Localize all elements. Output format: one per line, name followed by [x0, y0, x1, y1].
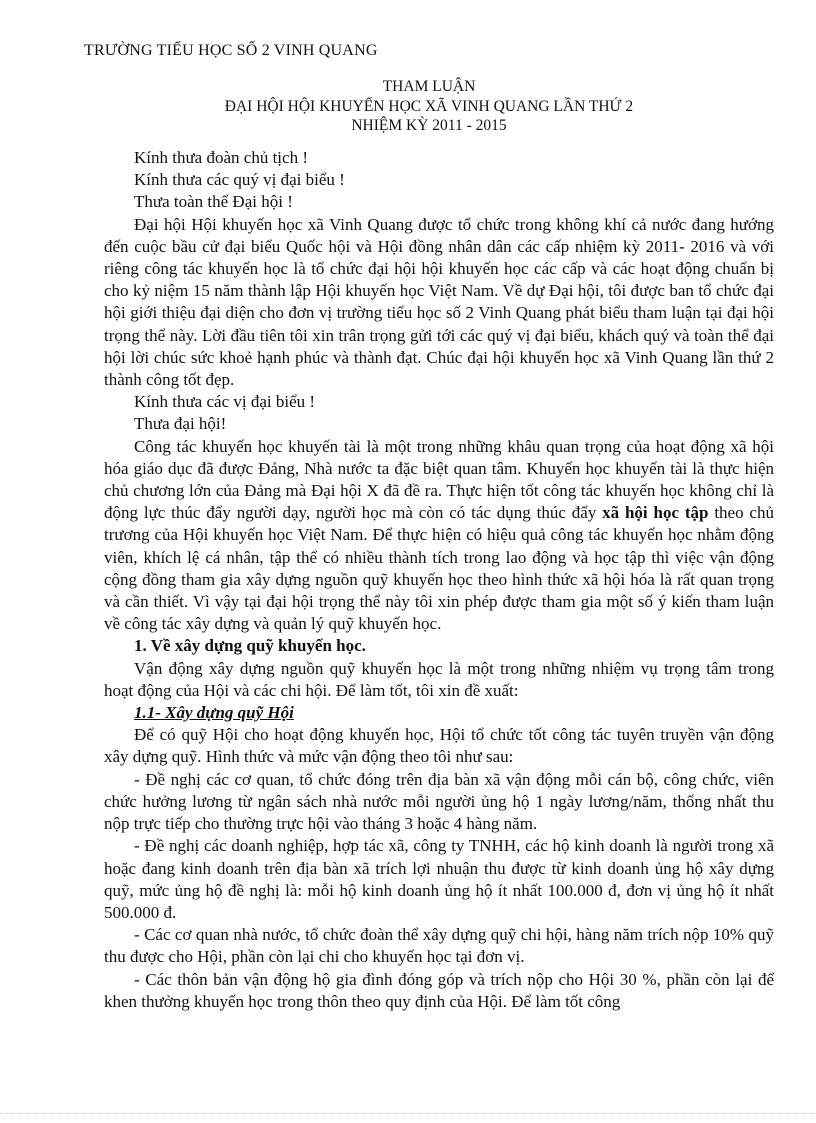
section-1-paragraph: Vận động xây dựng nguồn quỹ khuyến học là một trong những nhiệm vụ trọng tâm trong hoạt động của Hội và các chi hội. Để làm tốt, tôi xin đề xuất: — [104, 658, 774, 700]
section-1-1-heading: 1.1- Xây dựng quỹ Hội — [134, 703, 294, 723]
title-block — [84, 77, 774, 136]
greeting-congress: Thưa toàn thể Đại hội ! — [134, 192, 293, 212]
greeting-delegates: Kính thưa các quý vị đại biểu ! — [134, 170, 345, 190]
main-paragraph-part2: theo chủ trương của Hội khuyến học Việt Nam. Để thực hiện có hiệu quả công tác khuyến học nhằm động viên, khích lệ cá nhân, tập thể có nhiều thành tích trong lao động và học tập thì việc vận động cộng đồng tham gia xây dựng nguồn quỹ khuyến học theo hình thức xã hội hóa là rất quan trọng và cần thiết. Vì vậy tại đại hội trọng thể này tôi xin phép được tham gia một số ý kiến tham luận về công tác xây dựng và quản lý quỹ khuyến học. — [104, 503, 774, 634]
intro-paragraph: Đại hội Hội khuyến học xã Vinh Quang được tổ chức trong không khí cả nước đang hướng đến cuộc bầu cử đại biểu Quốc hội và Hội đồng nhân dân các cấp nhiệm kỳ 2011- 2016 và với riêng công tác khuyến học là tổ chức đại hội hội khuyến học các cấp và các hoạt động chuẩn bị cho kỷ niệm 15 năm thành lập Hội khuyến học Việt Nam. Về dự Đại hội, tôi được ban tổ chức đại hội giới thiệu đại diện cho đơn vị trường tiểu học số 2 Vinh Quang phát biểu tham luận tại đại hội trọng thể này. Lời đầu tiên tôi xin trân trọng gửi tới các quý vị đại biểu, khách quý và toàn thể đại hội lời chúc sức khoẻ hạnh phúc và thành đạt. Chúc đại hội khuyến học xã Vinh Quang lần thứ 2 thành công tốt đẹp. — [104, 214, 774, 390]
main-paragraph-part1: Công tác khuyến học khuyến tài là một trong những khâu quan trọng của hoạt động xã hội hóa giáo dục đã được Đảng, Nhà nước ta đặc biệt quan tâm. Khuyến học khuyến tài là thực hiện chủ chương lớn của Đảng mà Đại hội X đã đề ra. Thực hiện tốt công tác khuyến học không chỉ là động lực thúc đẩy người dạy, người học mà còn có tác dụng thúc đẩy — [104, 436, 774, 523]
page-bottom-divider — [0, 1113, 816, 1114]
greeting-delegates-2: Kính thưa các vị đại biểu ! — [134, 392, 316, 412]
document-title: THAM LUẬN — [382, 78, 476, 95]
main-paragraph — [104, 436, 774, 636]
document-term: NHIỆM KỲ 2011 - 2015 — [351, 117, 507, 134]
list-item: - Các cơ quan nhà nước, tổ chức đoàn thể xây dựng quỹ chi hội, hàng năm trích nộp 10% quỹ thu được cho Hội, phần còn lại chi cho khuyến học tại đơn vị. — [104, 925, 774, 967]
greeting-presidium: Kính thưa đoàn chủ tịch ! — [134, 148, 308, 167]
school-name: TRƯỜNG TIỂU HỌC SỐ 2 VINH QUANG — [84, 42, 378, 59]
section-1-1-paragraph: Để có quỹ Hội cho hoạt động khuyến học, Hội tổ chức tốt công tác tuyên truyền vận động xây dựng quỹ. Hình thức và mức vận động theo tôi như sau: — [104, 725, 774, 767]
document-body — [104, 147, 774, 1013]
list-item: - Đề nghị các cơ quan, tổ chức đóng trên địa bàn xã vận động mỗi cán bộ, công chức, viên chức hưởng lương từ ngân sách nhà nước mỗi người ủng hộ 1 ngày lương/năm, thống nhất thu nộp trực tiếp cho thường trực hội vào tháng 3 hoặc 4 hàng năm. — [104, 769, 774, 834]
list-item: - Các thôn bản vận động hộ gia đình đóng góp và trích nộp cho Hội 30 %, phần còn lại để khen thưởng khuyến học trong thôn theo quy định của Hội. Để làm tốt công — [104, 969, 774, 1011]
list-item: - Đề nghị các doanh nghiệp, hợp tác xã, công ty TNHH, các hộ kinh doanh là người trong xã hoặc đang kinh doanh trên địa bàn xã trích lợi nhuận thu được từ kinh doanh ủng hộ xây dựng quỹ, mức ủng hộ đề nghị là: mỗi hộ kinh doanh ủng hộ ít nhất 100.000 đ, đơn vị ủng hộ ít nhất 500.000 đ. — [104, 836, 774, 922]
document-subtitle: ĐẠI HỘI HỘI KHUYẾN HỌC XÃ VINH QUANG LẦN THỨ 2 — [224, 97, 634, 115]
main-paragraph-bold: xã hội học tập — [602, 503, 709, 523]
greeting-congress-2: Thưa đại hội! — [134, 414, 227, 434]
section-1-heading: 1. Về xây dựng quỹ khuyến học. — [134, 636, 366, 656]
